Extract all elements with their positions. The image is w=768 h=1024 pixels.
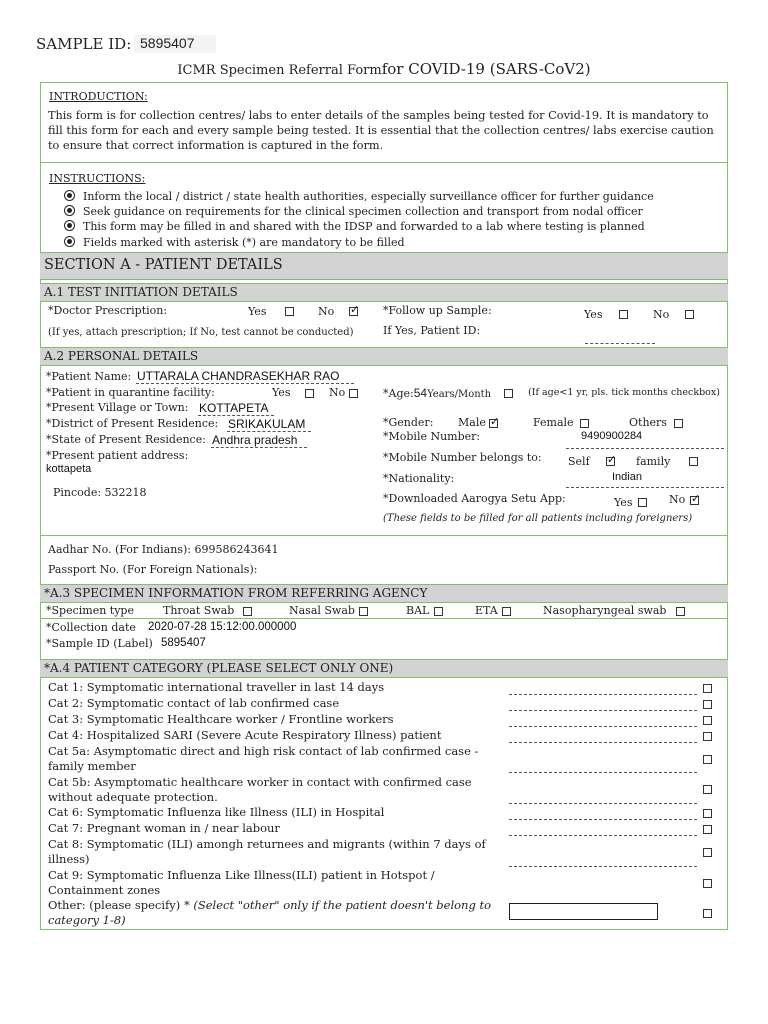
form-title-main: ICMR Specimen Referral Form xyxy=(177,63,382,78)
category-checkbox[interactable] xyxy=(703,879,712,888)
a3-title: *A.3 SPECIMEN INFORMATION FROM REFERRING AGENCY xyxy=(44,586,428,600)
bal-checkbox[interactable] xyxy=(434,607,443,616)
pincode: Pincode: 532218 xyxy=(53,486,147,499)
category-checkbox[interactable] xyxy=(703,785,712,794)
aarogya-yes-checkbox[interactable] xyxy=(638,498,647,507)
patient-name-value: UTTARALA CHANDRASEKHAR RAO xyxy=(137,369,340,383)
category-line xyxy=(509,819,697,820)
aarogya-no-checkbox[interactable] xyxy=(690,496,699,505)
quarantine-no-label: No xyxy=(329,386,346,399)
follow-up-patient-id-label: If Yes, Patient ID: xyxy=(383,324,481,337)
female-checkbox[interactable] xyxy=(580,419,589,428)
district-underline xyxy=(227,431,311,432)
nasal-swab-checkbox[interactable] xyxy=(359,607,368,616)
foreigner-note: (These fields to be filled for all patients including foreigners) xyxy=(383,513,693,524)
bullet-icon xyxy=(64,190,75,201)
category-item: Cat 1: Symptomatic international traveller in last 14 days xyxy=(48,680,385,694)
category-item: Cat 5b: Asymptomatic healthcare worker in contact with confirmed case without adequate protection. xyxy=(48,775,472,804)
sample-id-value: 5895407 xyxy=(134,35,216,53)
others-checkbox[interactable] xyxy=(674,419,683,428)
nasopharyngeal-swab-label: Nasopharyngeal swab xyxy=(543,604,667,617)
category-line xyxy=(509,710,697,711)
instruction-item: Inform the local / district / state health authorities, especially surveillance officer for further guidance xyxy=(64,189,654,204)
category-line xyxy=(509,742,697,743)
age-field: *Age:54Years/Month xyxy=(383,386,492,400)
address-value: kottapeta xyxy=(46,463,92,475)
sample-label: *Sample ID (Label) xyxy=(46,637,153,650)
category-item: Cat 9: Symptomatic Influenza Like Illness(ILI) patient in Hotspot / Containment zones xyxy=(48,868,435,897)
male-checkbox[interactable] xyxy=(489,419,498,428)
aarogya-yes-label: Yes xyxy=(614,496,633,509)
sample-value: 5895407 xyxy=(161,637,206,649)
self-checkbox[interactable] xyxy=(606,457,615,466)
category-checkbox[interactable] xyxy=(703,732,712,741)
throat-swab-checkbox[interactable] xyxy=(243,607,252,616)
category-checkbox[interactable] xyxy=(703,825,712,834)
bullet-icon xyxy=(64,236,75,247)
section-a-title: SECTION A - PATIENT DETAILS xyxy=(44,257,283,273)
nationality-label: *Nationality: xyxy=(383,472,455,485)
mobile-underline xyxy=(566,448,724,449)
category-line xyxy=(509,866,697,867)
follow-up-no-label: No xyxy=(653,308,670,321)
prescription-no-label: No xyxy=(318,305,335,318)
nasopharyngeal-swab-checkbox[interactable] xyxy=(676,607,685,616)
category-line xyxy=(509,772,697,773)
category-item: Cat 5a: Asymptomatic direct and high risk contact of lab confirmed case - family member xyxy=(48,744,479,773)
category-line xyxy=(509,694,697,695)
category-checkbox[interactable] xyxy=(703,716,712,725)
specimen-type-label: *Specimen type xyxy=(46,604,134,617)
category-item: Cat 2: Symptomatic contact of lab confirmed case xyxy=(48,696,340,710)
divider xyxy=(40,535,728,536)
age-months-checkbox[interactable] xyxy=(504,389,513,398)
bal-label: BAL xyxy=(406,604,430,617)
category-line xyxy=(509,803,697,804)
a1-title: A.1 TEST INITIATION DETAILS xyxy=(44,285,238,299)
divider xyxy=(40,162,728,163)
bullet-icon xyxy=(64,205,75,216)
quarantine-yes-label: Yes xyxy=(272,386,291,399)
category-checkbox[interactable] xyxy=(703,755,712,764)
village-value: KOTTAPETA xyxy=(199,401,269,415)
state-label: *State of Present Residence: xyxy=(46,433,206,446)
female-label: Female xyxy=(533,416,574,429)
doctor-prescription-label: *Doctor Prescription: xyxy=(48,304,168,317)
instructions-heading: INSTRUCTIONS: xyxy=(49,172,146,185)
intro-text: This form is for collection centres/ labs to enter details of the samples being tested for Covid-19. It is mandatory to fill this form for each and every sample being tested. It is essential that the collection centres/ labs exercise caution to ensure that correct information is captured in the form. xyxy=(48,109,714,152)
prescription-yes-label: Yes xyxy=(248,305,267,318)
category-line xyxy=(509,726,697,727)
self-label: Self xyxy=(568,455,590,468)
sample-id-label: SAMPLE ID: xyxy=(36,35,132,53)
family-checkbox[interactable] xyxy=(689,457,698,466)
divider xyxy=(40,618,728,619)
a2-title: A.2 PERSONAL DETAILS xyxy=(44,349,199,363)
category-item: Cat 8: Symptomatic (ILI) amongh returnees and migrants (within 7 days of illness) xyxy=(48,837,486,866)
collection-date-label: *Collection date xyxy=(46,621,136,634)
quarantine-no-checkbox[interactable] xyxy=(349,389,358,398)
mobile-value: 9490900284 xyxy=(581,430,643,442)
category-item: Cat 7: Pregnant woman in / near labour xyxy=(48,821,280,835)
collection-date-value: 2020-07-28 15:12:00.000000 xyxy=(148,621,297,633)
instruction-item: Seek guidance on requirements for the clinical specimen collection and transport from nodal officer xyxy=(64,204,654,219)
category-checkbox[interactable] xyxy=(703,809,712,818)
district-label: *District of Present Residence: xyxy=(46,417,219,430)
throat-swab-label: Throat Swab xyxy=(163,604,235,617)
nasal-swab-label: Nasal Swab xyxy=(289,604,355,617)
prescription-note: (If yes, attach prescription; If No, test cannot be conducted) xyxy=(48,327,354,338)
patient-name-label: *Patient Name: xyxy=(46,370,132,383)
prescription-yes-checkbox[interactable] xyxy=(285,307,294,316)
village-label: *Present Village or Town: xyxy=(46,401,189,414)
a4-title: *A.4 PATIENT CATEGORY (PLEASE SELECT ONLY ONE) xyxy=(44,661,394,675)
form-title-covid: for COVID-19 (SARS-CoV2) xyxy=(381,60,591,78)
category-item: Cat 4: Hospitalized SARI (Severe Acute Respiratory Illness) patient xyxy=(48,728,442,742)
mobile-label: *Mobile Number: xyxy=(383,430,481,443)
instruction-item: This form may be filled in and shared with the IDSP and forwarded to a lab where testing is planned xyxy=(64,219,654,234)
nationality-underline xyxy=(566,487,724,488)
form-title xyxy=(0,60,768,78)
address-label: *Present patient address: xyxy=(46,449,189,462)
mobile-belongs-label: *Mobile Number belongs to: xyxy=(383,451,542,464)
category-other-checkbox[interactable] xyxy=(703,909,712,918)
state-value: Andhra pradesh xyxy=(212,433,298,447)
instructions-list xyxy=(64,189,654,250)
male-label: Male xyxy=(458,416,486,429)
prescription-no-checkbox[interactable] xyxy=(349,307,358,316)
village-underline xyxy=(198,415,274,416)
bullet-icon xyxy=(64,220,75,231)
category-line xyxy=(509,835,697,836)
other-specify-input[interactable] xyxy=(509,903,658,920)
others-label: Others xyxy=(629,416,667,429)
follow-up-label: *Follow up Sample: xyxy=(383,304,492,317)
category-item: Cat 3: Symptomatic Healthcare worker / Frontline workers xyxy=(48,712,394,726)
patient-name-underline xyxy=(136,383,354,384)
aarogya-no-label: No xyxy=(669,493,686,506)
state-underline xyxy=(211,447,307,448)
district-value: SRIKAKULAM xyxy=(228,417,306,431)
follow-up-yes-checkbox[interactable] xyxy=(619,310,628,319)
category-other: Other: (please specify) * (Select "other" only if the patient doesn't belong to category 1-8) xyxy=(48,898,492,927)
family-label: family xyxy=(636,455,671,468)
intro-heading: INTRODUCTION: xyxy=(49,90,148,103)
follow-up-no-checkbox[interactable] xyxy=(685,310,694,319)
eta-checkbox[interactable] xyxy=(502,607,511,616)
category-item: Cat 6: Symptomatic Influenza like Illness (ILI) in Hospital xyxy=(48,805,385,819)
category-checkbox[interactable] xyxy=(703,848,712,857)
aadhar-number: Aadhar No. (For Indians): 699586243641 xyxy=(48,543,279,556)
quarantine-yes-checkbox[interactable] xyxy=(305,389,314,398)
follow-up-yes-label: Yes xyxy=(584,308,603,321)
age-note: (If age<1 yr, pls. tick months checkbox) xyxy=(528,387,720,398)
category-checkbox[interactable] xyxy=(703,684,712,693)
gender-label: *Gender: xyxy=(383,416,434,429)
aarogya-label: *Downloaded Aarogya Setu App: xyxy=(383,492,566,505)
passport-number: Passport No. (For Foreign Nationals): xyxy=(48,563,258,576)
quarantine-label: *Patient in quarantine facility: xyxy=(46,386,215,399)
instruction-item: Fields marked with asterisk (*) are mandatory to be filled xyxy=(64,235,654,250)
patient-id-field[interactable] xyxy=(585,343,655,344)
category-checkbox[interactable] xyxy=(703,700,712,709)
nationality-value: Indian xyxy=(612,471,642,483)
eta-label: ETA xyxy=(475,604,498,617)
